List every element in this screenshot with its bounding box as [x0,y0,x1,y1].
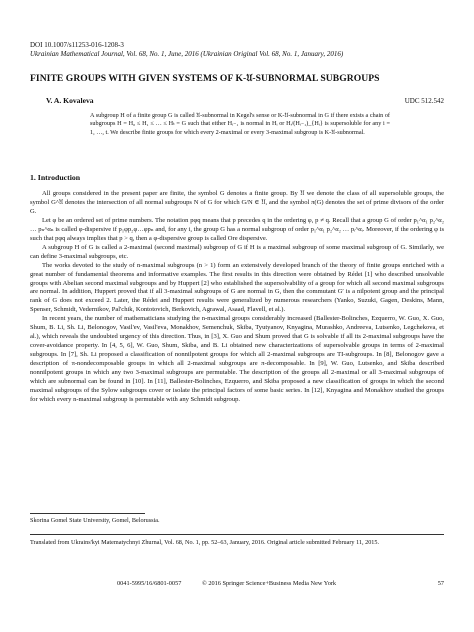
paragraph: All groups considered in the present paper are finite, the symbol G denotes a finite group. By 𝔘 we denote the class of all supersoluble groups, the symbol G^𝔘 denotes the intersection of all normal subgroups N of G for which G/N ∈ 𝔘, and the symbol π(G) denotes the set of prime divisors of the order G. [30,190,444,215]
author-name: V. A. Kovaleva [46,96,94,105]
paper-title: FINITE GROUPS WITH GIVEN SYSTEMS OF K-𝔘-SUBNORMAL SUBGROUPS [30,73,380,84]
footnote-divider [30,513,145,514]
doi-line: DOI 10.1007/s11253-016-1208-3 [30,41,124,49]
paragraph: The works devoted to the study of n-maximal subgroups (n > 1) form an extensively developed branch of the theory of finite groups enriched with a great number of fundamental theorems and informative examples. The first results in this direction were obtained by Rédei [1] who described unsolvable groups with Abelian second maximal subgroups and by Huppert [2] who established the supersolvability of a group for which all second maximal subgroups are normal. In addition, Huppert proved that if all 3-maximal subgroups of G are normal in G, then the commutant G′ is a nilpotent group and the principal rank of G does not exceed 2. Later, the Rédei and Huppert results were generalized by numerous researchers (Yanko, Suzuki, Gagen, Deskins, Mann, Spenser, Schmidt, Vedernikov, Pal'chik, Kontotovich, Berkovich, Agrawal, Asaad, Flavell, et al.). [30,261,444,314]
issn-code: 0041-5995/16/6801-0057 [117,580,182,587]
section-heading: 1. Introduction [30,173,81,182]
paragraph: A subgroup H of G is called a 2-maximal (second maximal) subgroup of G if H is a maximal subgroup of some maximal subgroup of G. Similarly, we can define 3-maximal subgroups, etc. [30,243,444,260]
page-number: 57 [437,580,444,587]
footer-divider [30,534,444,535]
copyright-notice: © 2016 Springer Science+Business Media New York [202,580,337,587]
journal-citation: Ukrainian Mathematical Journal, Vol. 68, No. 1, June, 2016 (Ukrainian Original Vol. 68, No. 1, January, 2016) [30,50,344,58]
affiliation: Skorina Gomel State University, Gomel, Belorussia. [30,517,160,524]
paragraph: Let φ be an ordered set of prime numbers. The notation pφq means that p precedes q in the ordering φ, p ≠ q. Recall that a group G of order p₁^α₁ p₂^α₂ … pₙ^αₙ is called φ-dispersive if p₁φp₂φ…φpₙ and, for any i, the group G has a normal subgroup of order p₁^α₁ p₂^α₂ … pᵢ^αᵢ. Moreover, if the ordering φ is such that pφq always implies that p > q, then a φ-dispersive group is called Ore dispersive. [30,216,444,242]
udc-code: UDC 512.542 [404,97,444,105]
body-text [30,190,444,405]
abstract: A subgroup H of a finite group G is called 𝔘-subnormal in Kegel's sense or K-𝔘-subnormal in G if there exists a chain of subgroups H = H₀ ≤ H₁ ≤ … ≤ Hₜ = G such that either Hᵢ₋₁ is normal in Hᵢ or Hᵢ/(Hᵢ₋₁)_{Hᵢ} is supersoluble for any i = 1, …, t. We describe finite groups for which every 2-maximal or every 3-maximal subgroup is K-𝔘-subnormal. [90,112,390,136]
translation-note: Translated from Ukrains'kyi Matematychnyi Zhurnal, Vol. 68, No. 1, pp. 52–63, January, 2016. Original article submitted February 11, 2015. [30,539,380,546]
paragraph: In recent years, the number of mathematicians studying the n-maximal groups considerably increased (Ballester-Bolinches, Ezquerro, W. Guo, X. Guo, Shum, B. Li, Sh. Li, Belonogov, Vasil'ev, Vasil'eva, Monakhov, Semenchuk, Skiba, Tyutyanov, Knyagina, Murashko, Andreeva, Lutsenko, Legchekova, et al.), which reveals the undoubted urgency of this direction. Thus, in [3], X. Guo and Shum proved that G is solvable if all its 2-maximal subgroups have the cover-avoidance property. In [4, 5, 6], W. Guo, Shum, Skiba, and B. Li obtained new characterizations of supersolvable groups in terms of 2-maximal subgroups. In [7], Sh. Li proposed a classification of nonnilpotent groups for which all 2-maximal subgroups are TI-subgroups. In [8], Belonogov gave a description of π-nondecomposable groups in which all 2-maximal subgroups are π-decomposable. In [9], W. Guo, Lutsenko, and Skiba described nonnilpotent groups in which any two 3-maximal subgroups are permutable. The description of the groups all 2-maximal or all 3-maximal subgroups of which are subnormal can be found in [10]. In [11], Ballester-Bolinches, Ezquerro, and Skiba proposed a new classification of groups in which the second maximal subgroups of the Sylow subgroups cover or isolate the principal factors of some basic series. In [12], Knyagina and Monakhov studied the groups for which every n-maximal subgroup is permutable with any Schmidt subgroup. [30,315,444,403]
